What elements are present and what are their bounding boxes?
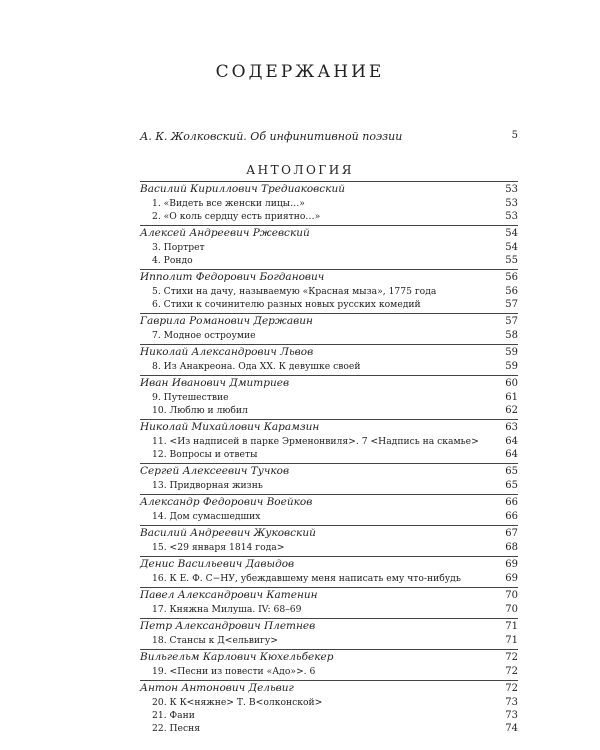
poem-title: 2. «О коль сердцу есть приятно…» <box>152 211 321 222</box>
poem-entry[interactable] <box>140 241 518 254</box>
author-group <box>140 525 518 554</box>
author-page-number: 53 <box>505 184 518 195</box>
poem-entry[interactable] <box>140 634 518 647</box>
poem-entry[interactable] <box>140 722 518 735</box>
poem-page-number: 62 <box>505 405 518 416</box>
poem-title: 3. Портрет <box>152 242 205 253</box>
poem-entry[interactable] <box>140 404 518 417</box>
author-name: Ипполит Федорович Богданович <box>140 271 325 283</box>
author-page-number: 72 <box>505 683 518 694</box>
author-group <box>140 375 518 417</box>
author-group <box>140 344 518 373</box>
poem-page-number: 68 <box>505 542 518 553</box>
poem-entry[interactable] <box>140 448 518 461</box>
author-page-number: 67 <box>505 528 518 539</box>
author-name: Василий Кириллович Тредиаковский <box>140 183 345 195</box>
author-entry[interactable] <box>140 588 518 603</box>
poem-title: 7. Модное остроумие <box>152 330 256 341</box>
author-entry[interactable] <box>140 314 518 329</box>
poem-page-number: 73 <box>505 710 518 721</box>
author-entry[interactable] <box>140 526 518 541</box>
poem-title: 5. Стихи на дачу, называемую «Красная мыза», 1775 года <box>152 286 437 297</box>
author-page-number: 69 <box>505 559 518 570</box>
author-name: Петр Александрович Плетнев <box>140 620 316 632</box>
poem-page-number: 72 <box>505 666 518 677</box>
author-page-number: 56 <box>505 272 518 283</box>
author-name: Сергей Алексеевич Тучков <box>140 465 290 477</box>
author-entry[interactable] <box>140 270 518 285</box>
author-name: Павел Александрович Катенин <box>140 589 318 601</box>
author-page-number: 66 <box>505 497 518 508</box>
author-page-number: 54 <box>505 228 518 239</box>
author-group <box>140 181 518 223</box>
poem-entry[interactable] <box>140 391 518 404</box>
poem-page-number: 57 <box>505 299 518 310</box>
author-page-number: 70 <box>505 590 518 601</box>
poem-page-number: 64 <box>505 436 518 447</box>
author-entry[interactable] <box>140 420 518 435</box>
poem-page-number: 56 <box>505 286 518 297</box>
poem-entry[interactable] <box>140 435 518 448</box>
author-entry[interactable] <box>140 182 518 197</box>
author-group <box>140 556 518 585</box>
poem-entry[interactable] <box>140 197 518 210</box>
poem-title: 19. <Песни из повести «Адо»>. 6 <box>152 666 316 677</box>
author-page-number: 57 <box>505 316 518 327</box>
poem-title: 20. К К<няжне> Т. В<олконской> <box>152 697 323 708</box>
poem-title: 6. Стихи к сочинителю разных новых русских комедий <box>152 299 421 310</box>
poem-page-number: 66 <box>505 511 518 522</box>
author-entry[interactable] <box>140 376 518 391</box>
author-name: Иван Иванович Дмитриев <box>140 377 290 389</box>
poem-entry[interactable] <box>140 254 518 267</box>
poem-page-number: 53 <box>505 198 518 209</box>
poem-title: 14. Дом сумасшедших <box>152 511 261 522</box>
section-title: АНТОЛОГИЯ <box>246 163 354 177</box>
poem-page-number: 70 <box>505 604 518 615</box>
intro-page-number: 5 <box>511 130 518 141</box>
poem-entry[interactable] <box>140 479 518 492</box>
poem-title: 11. <Из надписей в парке Эрменонвиля>. 7 <Надпись на скамье> <box>152 436 479 447</box>
poem-entry[interactable] <box>140 285 518 298</box>
author-entry[interactable] <box>140 557 518 572</box>
author-page-number: 59 <box>505 347 518 358</box>
author-page-number: 65 <box>505 466 518 477</box>
poem-page-number: 53 <box>505 211 518 222</box>
author-group <box>140 269 518 311</box>
poem-entry[interactable] <box>140 665 518 678</box>
poem-title: 21. Фани <box>152 710 195 721</box>
author-entry[interactable] <box>140 345 518 360</box>
poem-entry[interactable] <box>140 510 518 523</box>
poem-title: 17. Княжна Милуша. IV: 68–69 <box>152 604 302 615</box>
poem-title: 18. Стансы к Д<ельвигу> <box>152 635 278 646</box>
author-name: Алексей Андреевич Ржевский <box>140 227 310 239</box>
poem-title: 12. Вопросы и ответы <box>152 449 258 460</box>
toc-list <box>140 181 518 737</box>
author-group <box>140 463 518 492</box>
poem-title: 15. <29 января 1814 года> <box>152 542 285 553</box>
author-group <box>140 649 518 678</box>
poem-page-number: 58 <box>505 330 518 341</box>
poem-page-number: 54 <box>505 242 518 253</box>
poem-entry[interactable] <box>140 572 518 585</box>
author-group <box>140 587 518 616</box>
author-page-number: 60 <box>505 378 518 389</box>
poem-entry[interactable] <box>140 298 518 311</box>
author-group <box>140 618 518 647</box>
author-entry[interactable] <box>140 464 518 479</box>
intro-entry[interactable] <box>140 130 518 143</box>
poem-entry[interactable] <box>140 541 518 554</box>
author-name: Александр Федорович Воейков <box>140 496 313 508</box>
author-group <box>140 494 518 523</box>
author-group <box>140 225 518 267</box>
poem-entry[interactable] <box>140 709 518 722</box>
author-name: Вильгельм Карлович Кюхельбекер <box>140 651 334 663</box>
author-page-number: 71 <box>505 621 518 632</box>
poem-page-number: 65 <box>505 480 518 491</box>
page-title: СОДЕРЖАНИЕ <box>215 62 385 82</box>
author-group <box>140 680 518 735</box>
poem-page-number: 59 <box>505 361 518 372</box>
poem-title: 1. «Видеть все женски лицы…» <box>152 198 305 209</box>
poem-entry[interactable] <box>140 360 518 373</box>
author-name: Василий Андреевич Жуковский <box>140 527 316 539</box>
author-page-number: 72 <box>505 652 518 663</box>
author-page-number: 63 <box>505 422 518 433</box>
poem-page-number: 74 <box>505 723 518 734</box>
intro-title: А. К. Жолковский. Об инфинитивной поэзии <box>140 130 403 143</box>
poem-entry[interactable] <box>140 210 518 223</box>
poem-page-number: 69 <box>505 573 518 584</box>
poem-title: 22. Песня <box>152 723 201 734</box>
author-entry[interactable] <box>140 681 518 696</box>
author-entry[interactable] <box>140 650 518 665</box>
poem-title: 13. Придворная жизнь <box>152 480 263 491</box>
author-name: Николай Михайлович Карамзин <box>140 421 320 433</box>
poem-title: 4. Рондо <box>152 255 193 266</box>
poem-title: 9. Путешествие <box>152 392 229 403</box>
author-entry[interactable] <box>140 226 518 241</box>
poem-entry[interactable] <box>140 603 518 616</box>
author-name: Денис Васильевич Давыдов <box>140 558 295 570</box>
poem-entry[interactable] <box>140 329 518 342</box>
author-name: Гаврила Романович Державин <box>140 315 313 327</box>
author-entry[interactable] <box>140 619 518 634</box>
author-group <box>140 313 518 342</box>
poem-title: 10. Люблю и любил <box>152 405 248 416</box>
poem-page-number: 71 <box>505 635 518 646</box>
poem-entry[interactable] <box>140 696 518 709</box>
poem-page-number: 64 <box>505 449 518 460</box>
poem-page-number: 55 <box>505 255 518 266</box>
author-group <box>140 419 518 461</box>
author-name: Антон Антонович Дельвиг <box>140 682 294 694</box>
poem-page-number: 61 <box>505 392 518 403</box>
poem-page-number: 73 <box>505 697 518 708</box>
author-name: Николай Александрович Львов <box>140 346 314 358</box>
author-entry[interactable] <box>140 495 518 510</box>
poem-title: 8. Из Анакреона. Ода XX. К девушке своей <box>152 361 361 372</box>
poem-title: 16. К Е. Ф. С−НУ, убеждавшему меня написать ему что-нибудь <box>152 573 461 584</box>
